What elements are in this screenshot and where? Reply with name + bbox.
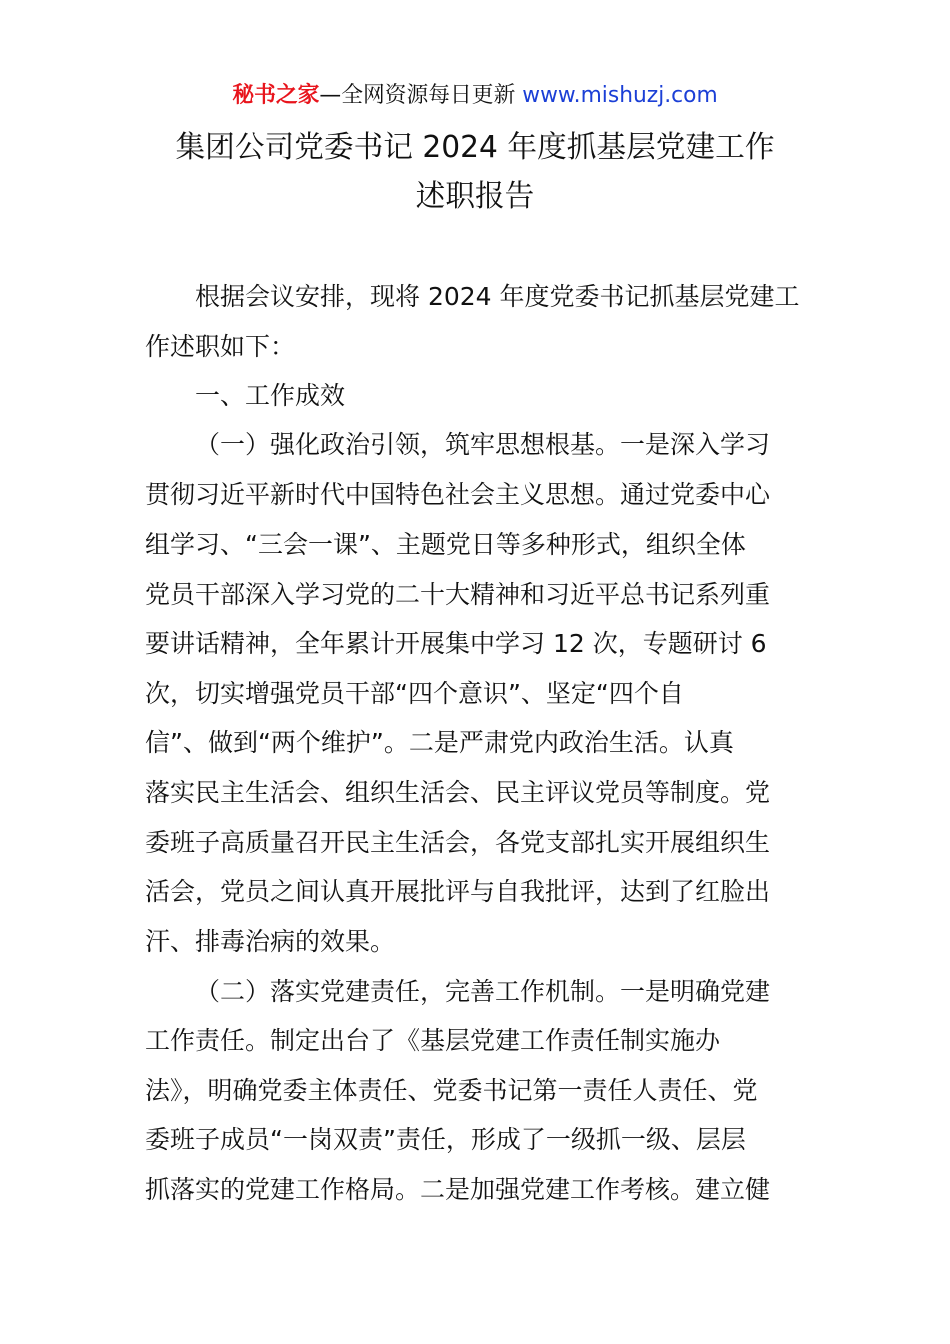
site-tagline: —全网资源每日更新 <box>319 83 523 108</box>
body-line: 贯彻习近平新时代中国特色社会主义思想。通过党委中心 <box>145 480 771 509</box>
body-line: 委班子成员“一岗双责”责任，形成了一级抓一级、层层 <box>145 1125 746 1154</box>
body-line: 作述职如下： <box>145 332 296 361</box>
section-heading: 一、工作成效 <box>195 381 346 410</box>
document-title-line-2: 述职报告 <box>415 179 535 214</box>
body-line: 组学习、“三会一课”、主题党日等多种形式，组织全体 <box>145 530 746 559</box>
body-line: （二）落实党建责任，完善工作机制。一是明确党建 <box>195 977 771 1006</box>
body-line: 落实民主生活会、组织生活会、民主评议党员等制度。党 <box>145 778 771 807</box>
body-line: 抓落实的党建工作格局。二是加强党建工作考核。建立健 <box>145 1175 771 1204</box>
body-line: 次，切实增强党员干部“四个意识”、坚定“四个自 <box>145 679 684 708</box>
body-line: 要讲话精神，全年累计开展集中学习 12 次，专题研讨 6 <box>145 629 767 658</box>
site-brand: 秘书之家 <box>232 83 320 108</box>
body-line: 党员干部深入学习党的二十大精神和习近平总书记系列重 <box>145 580 771 609</box>
body-line: 法》，明确党委主体责任、党委书记第一责任人责任、党 <box>145 1076 758 1105</box>
body-line: 汗、排毒治病的效果。 <box>145 927 396 956</box>
body-line: 委班子高质量召开民主生活会，各党支部扎实开展组织生 <box>145 828 771 857</box>
body-line: 工作责任。制定出台了《基层党建工作责任制实施办 <box>145 1026 721 1055</box>
site-url-link[interactable]: www.mishuzj.com <box>522 83 718 108</box>
body-line: （一）强化政治引领，筑牢思想根基。一是深入学习 <box>195 430 771 459</box>
body-line: 根据会议安排，现将 2024 年度党委书记抓基层党建工 <box>195 282 800 311</box>
body-line: 信”、做到“两个维护”。二是严肃党内政治生活。认真 <box>145 728 734 757</box>
document-title-line-1: 集团公司党委书记 2024 年度抓基层党建工作 <box>175 130 775 165</box>
body-line: 活会，党员之间认真开展批评与自我批评，达到了红脸出 <box>145 877 771 906</box>
site-header <box>5 80 945 112</box>
